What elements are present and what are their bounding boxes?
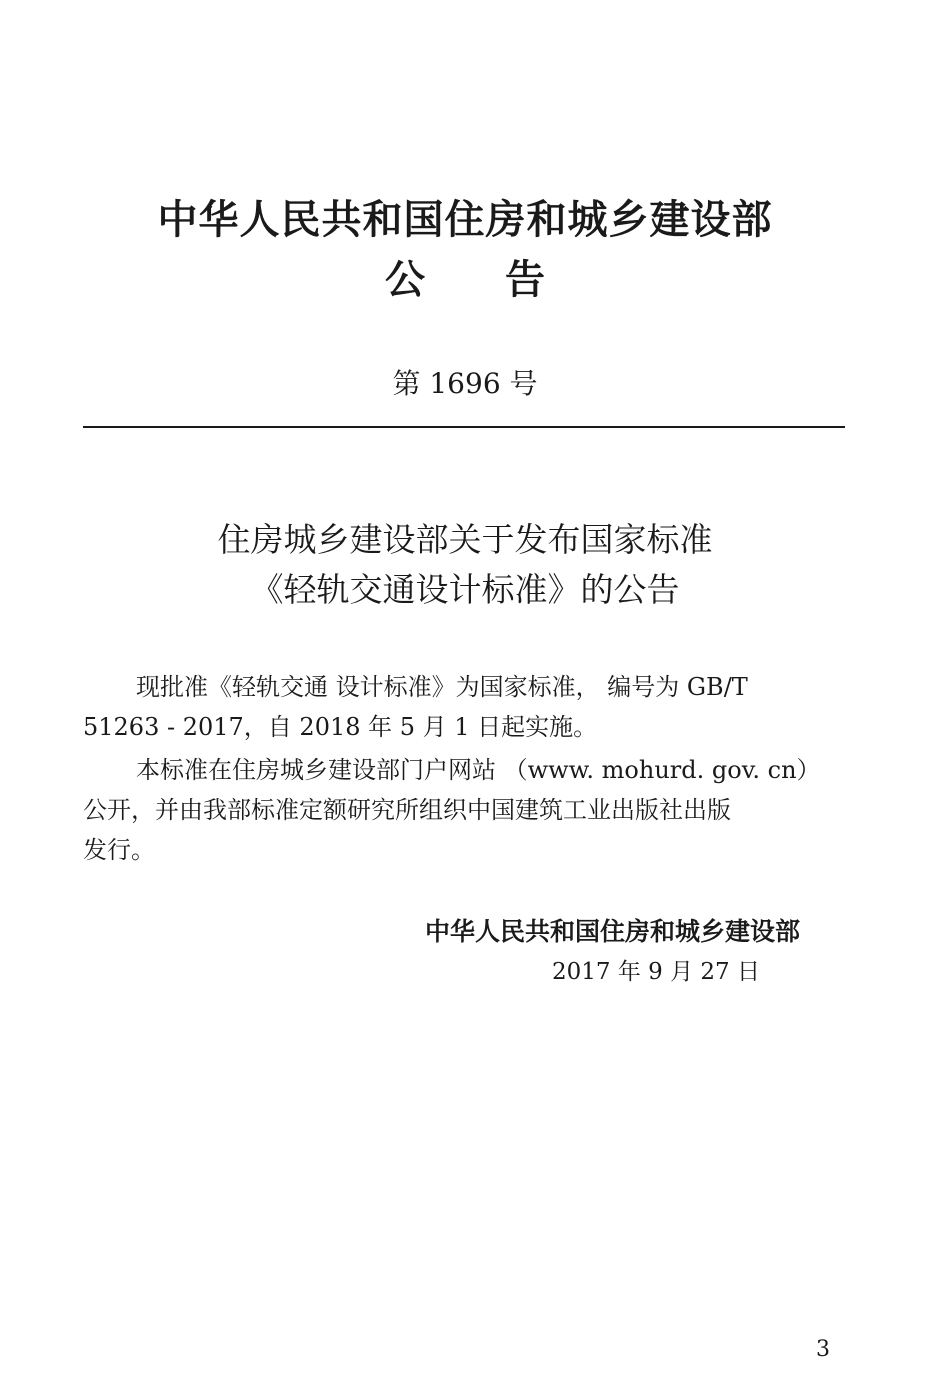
body-paragraph-2-line-3: 发行。 [83, 836, 155, 864]
body-paragraph-1-line-2: 51263 - 2017，自 2018 年 5 月 1 日起实施。 [83, 713, 598, 741]
header-divider [83, 426, 845, 428]
subject-title-line-1: 住房城乡建设部关于发布国家标准 [217, 520, 713, 559]
signature-issuer: 中华人民共和国住房和城乡建设部 [424, 917, 800, 946]
signature-date: 2017 年 9 月 27 日 [552, 959, 760, 985]
document-number: 第 1696 号 [392, 367, 538, 400]
body-paragraph-2-line-1: 本标准在住房城乡建设部门户网站 （www. mohurd. gov. cn） [136, 756, 821, 784]
document-type: 公告 [385, 257, 625, 303]
body-paragraph-2-line-2: 公开，并由我部标准定额研究所组织中国建筑工业出版社出版 [83, 796, 731, 824]
subject-title-line-2: 《轻轨交通设计标准》的公告 [250, 570, 680, 609]
issuer-title: 中华人民共和国住房和城乡建设部 [157, 197, 773, 243]
page-number: 3 [816, 1337, 830, 1362]
body-paragraph-1-line-1: 现批准《轻轨交通 设计标准》为国家标准， 编号为 GB/T [136, 673, 748, 701]
